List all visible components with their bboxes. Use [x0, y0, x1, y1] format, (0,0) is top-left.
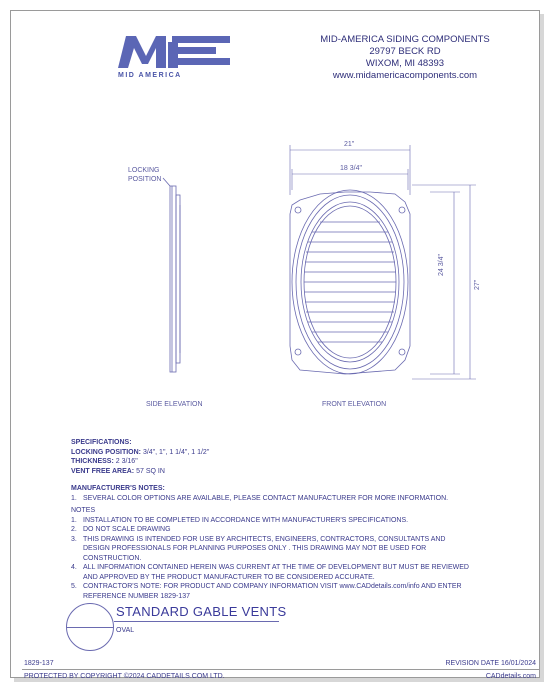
- dim-overall-height: 27": [474, 279, 481, 290]
- note-3: THIS DRAWING IS INTENDED FOR USE BY ARCHITECTS, ENGINEERS, CONTRACTORS, CONSULTANTS AND DESIGN PROFESSIONALS FOR PLANNING PURPOSES ONLY . THIS DRAWING MAY NOT BE USED FOR CONSTRUCTION.: [83, 535, 446, 562]
- drawing-title: STANDARD GABLE VENTS: [116, 604, 287, 619]
- vent-louvers: [304, 222, 396, 342]
- thickness-value: 2 3/16": [113, 458, 138, 465]
- manufacturer-notes-heading: MANUFACTURER'S NOTES:: [71, 485, 165, 492]
- copyright-notice: PROTECTED BY COPYRIGHT ©2024 CADDETAILS.COM LTD.: [24, 673, 225, 680]
- company-website[interactable]: www.midamericacomponents.com: [332, 70, 478, 81]
- notes-heading: NOTES: [71, 507, 96, 514]
- general-notes: NOTES 1. INSTALLATION TO BE COMPLETED IN ACCORDANCE WITH MANUFACTURER'S SPECIFICATIONS. 2. DO NOT SCALE DRAWING 3. THIS DRAWING IS INTENDED FOR USE BY ARCHITECTS, ENGINEERS, CONTRACTORS, CONSULTANTS AND DESIGN PROFESSIONALS FOR PLANNING PURPOSES ONLY . THIS DRAWING MAY NOT BE USED FOR CONSTRUCTION. 4. ALL INFORMATION CONTAINED HEREIN WAS CURRENT AT THE TIME OF DEVELOPMENT BUT MUST BE REVIEWED AND APPROVED BY THE PRODUCT MANUFACTURER TO BE CONSIDERED ACCURATE. 5. CONTRACTOR'S NOTE: FOR PRODUCT AND COMPANY INFORMATION VISIT www.CADdetails.com/info AND ENTER REFERENCE NUMBER 1829-137: [71, 506, 471, 601]
- locking-position-label-line1: LOCKING: [128, 167, 160, 174]
- title-underline: [114, 621, 279, 622]
- company-street: 29797 BECK RD: [369, 46, 441, 57]
- specs-heading: SPECIFICATIONS:: [71, 439, 132, 446]
- dim-inner-width: 18 3/4": [340, 165, 362, 172]
- side-elevation-profile: [163, 178, 180, 372]
- vent-free-area-label: VENT FREE AREA:: [71, 467, 135, 475]
- locking-position-label: LOCKING POSITION:: [71, 448, 141, 456]
- company-name: MID-AMERICA SIDING COMPONENTS: [320, 34, 490, 45]
- revision-date: REVISION DATE 16/01/2024: [445, 660, 536, 667]
- locking-position-label-line2: POSITION: [128, 176, 162, 183]
- side-elevation-caption: SIDE ELEVATION: [146, 401, 203, 408]
- vent-free-area-value: 57 SQ IN: [134, 467, 165, 475]
- manufacturer-notes: MANUFACTURER'S NOTES: 1. SEVERAL COLOR OPTIONS ARE AVAILABLE, PLEASE CONTACT MANUFACTURER FOR MORE INFORMATION.: [71, 485, 449, 502]
- reference-number: 1829-137: [24, 660, 54, 667]
- note-2: DO NOT SCALE DRAWING: [83, 526, 171, 533]
- front-elevation-caption: FRONT ELEVATION: [322, 401, 387, 408]
- note-1: INSTALLATION TO BE COMPLETED IN ACCORDANCE WITH MANUFACTURER'S SPECIFICATIONS.: [83, 516, 409, 524]
- note-5: CONTRACTOR'S NOTE: FOR PRODUCT AND COMPANY INFORMATION VISIT www.CADdetails.com/info AND ENTER REFERENCE NUMBER 1829-137: [83, 583, 462, 600]
- manufacturer-note-1: SEVERAL COLOR OPTIONS ARE AVAILABLE, PLEASE CONTACT MANUFACTURER FOR MORE INFORMATION.: [83, 494, 449, 502]
- dim-inner-height: 24 3/4": [438, 254, 445, 276]
- caddetails-link[interactable]: CADdetails.com: [485, 673, 536, 680]
- footer-divider: [22, 669, 540, 670]
- company-city: WIXOM, MI 48393: [365, 58, 445, 69]
- thickness-label: THICKNESS:: [71, 458, 114, 465]
- dim-overall-width: 21": [344, 141, 355, 148]
- drawing-subtitle: OVAL: [116, 627, 135, 634]
- logo-caption: MID AMERICA: [118, 72, 182, 79]
- locking-position-value: 3/4", 1", 1 1/4", 1 1/2": [141, 448, 210, 456]
- specifications: [71, 438, 209, 476]
- title-circle-symbol: [66, 603, 114, 651]
- note-4: ALL INFORMATION CONTAINED HEREIN WAS CURRENT AT THE TIME OF DEVELOPMENT BUT MUST BE REVIEWED AND APPROVED BY THE PRODUCT MANUFACTURER TO BE CONSIDERED ACCURATE.: [83, 564, 469, 581]
